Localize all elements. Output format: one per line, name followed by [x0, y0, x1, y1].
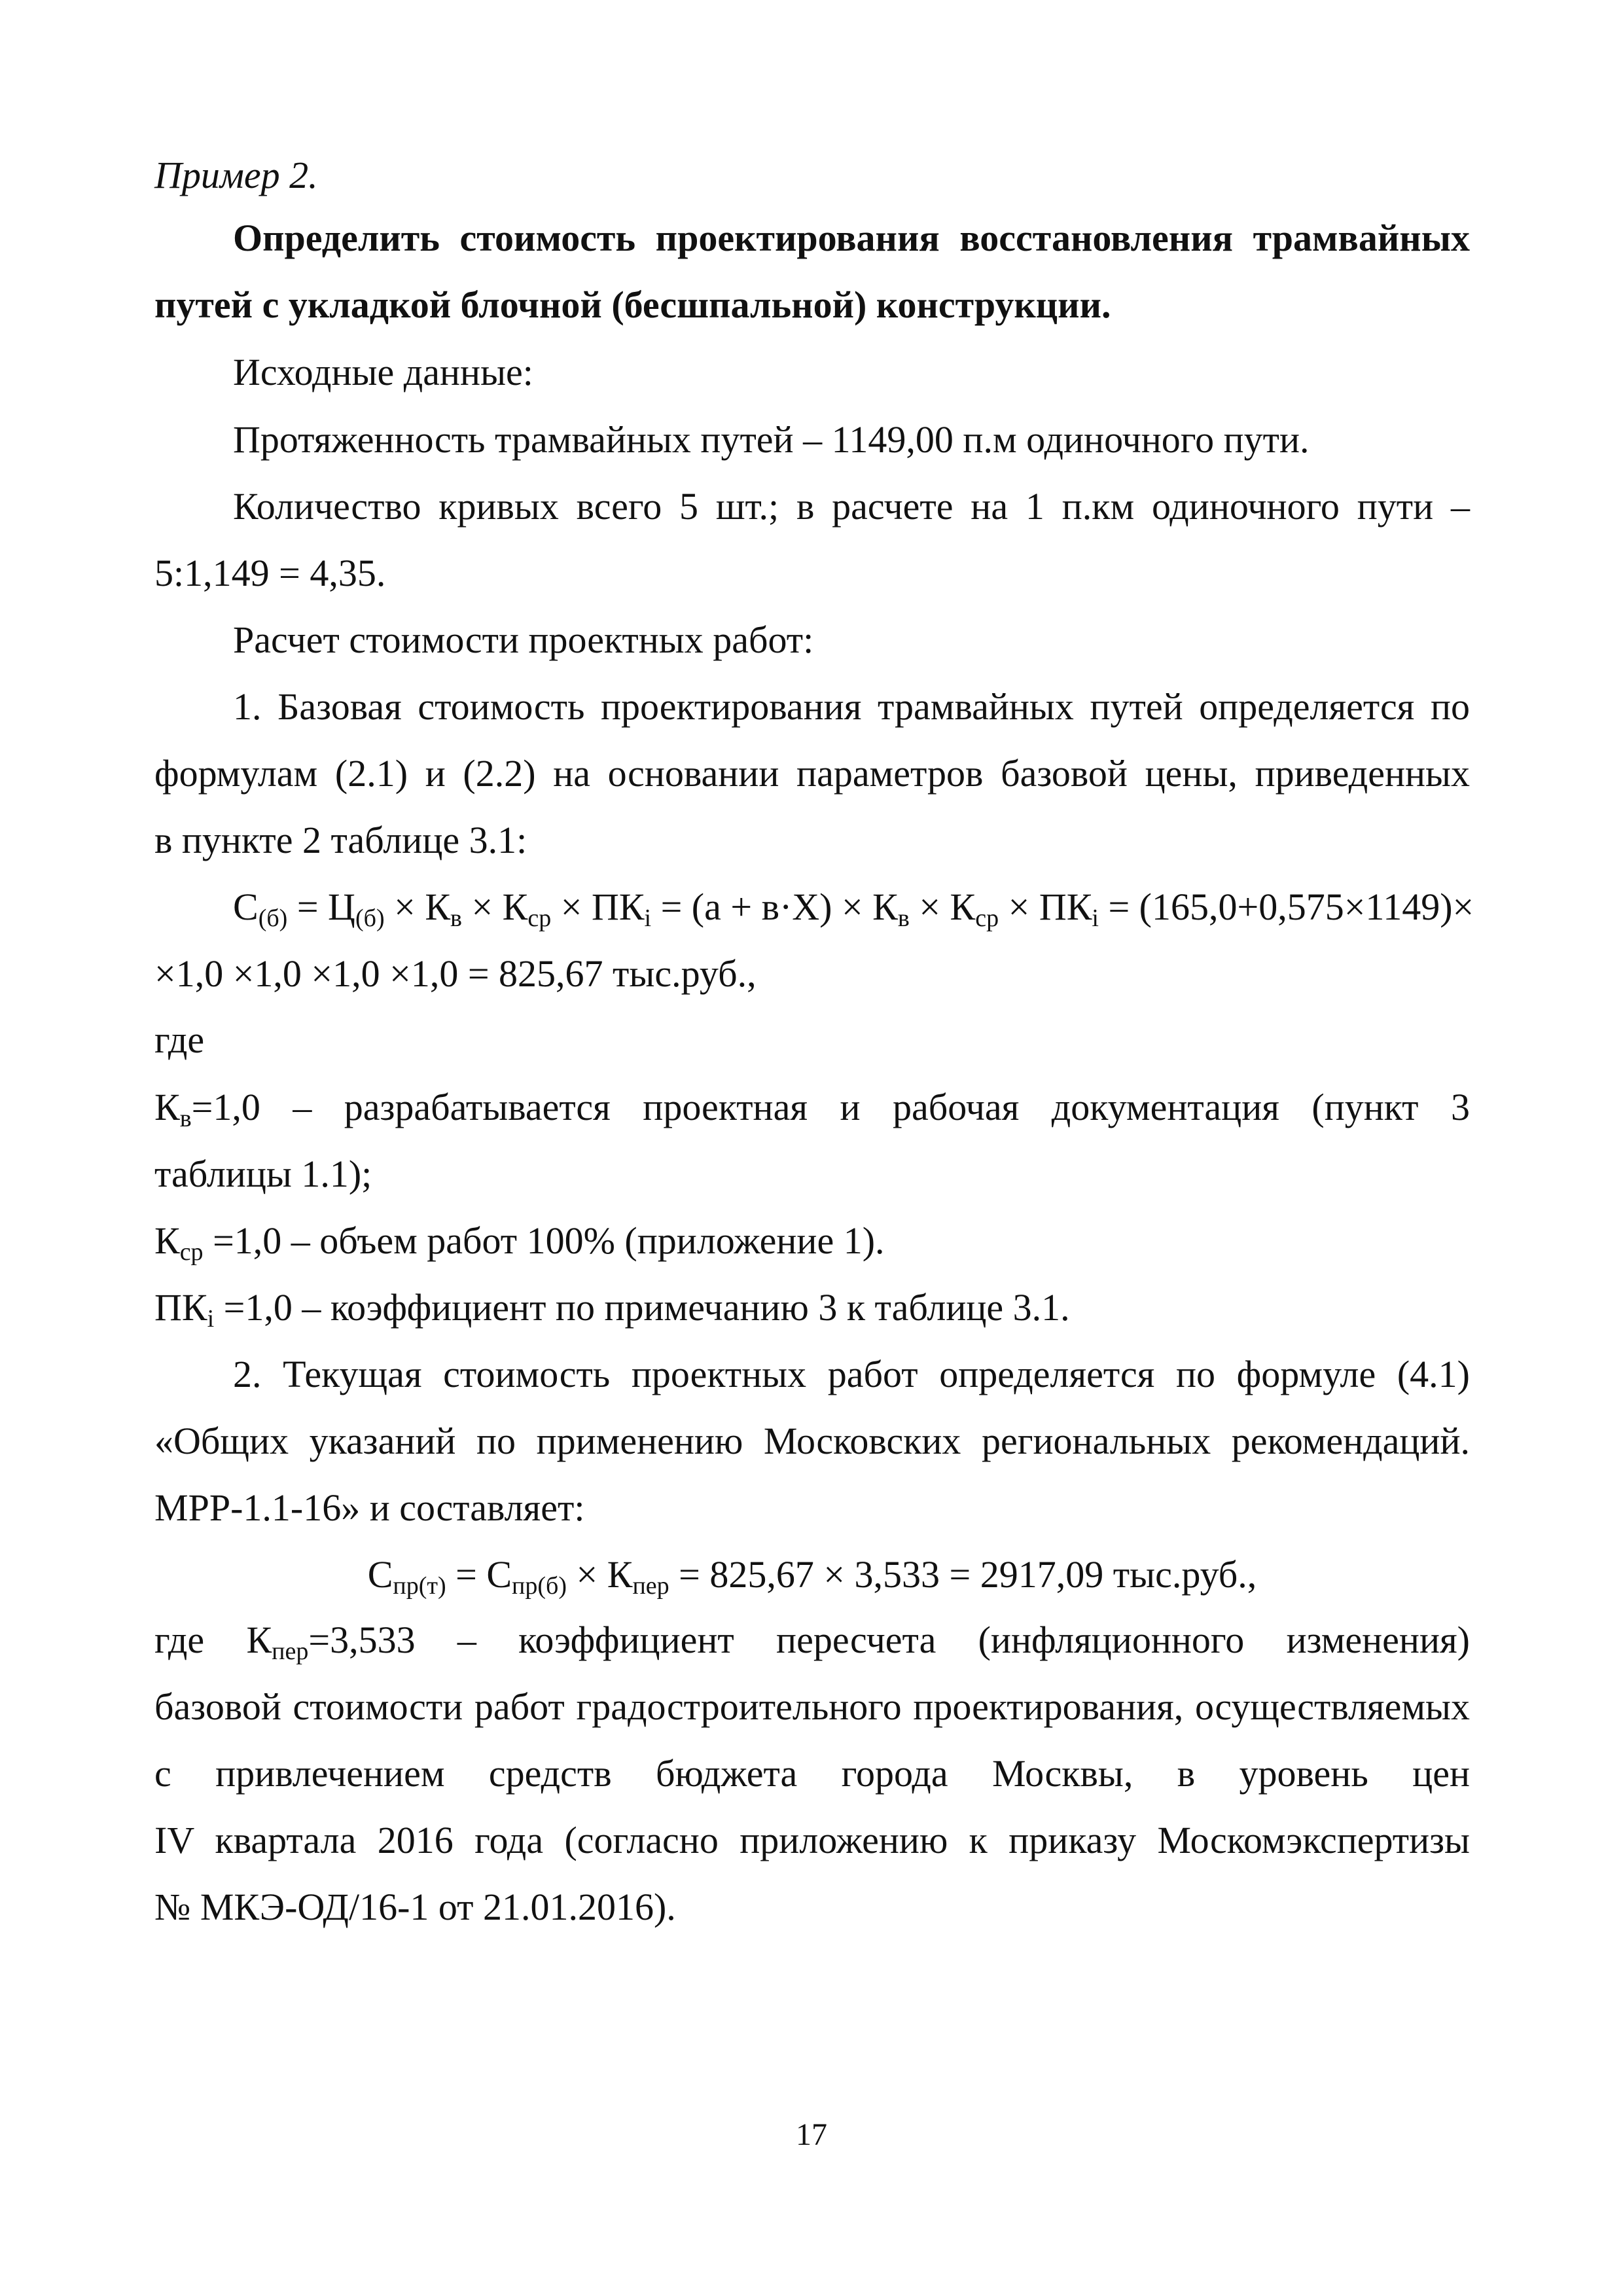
length-line: Протяженность трамвайных путей – 1149,00 п.м одиночного пути.	[233, 418, 1310, 461]
task-title-line-2: путей с укладкой блочной (бесшпальной) конструкции.	[154, 283, 1111, 326]
task-title-line-1: Определить стоимость проектирования восстановления трамвайных	[233, 217, 1470, 259]
formula-current-cost: $С_{пр(т)} = С_{пр(б)} \times К_{пер} = 825,67 \times 3,533 = 2917,09$ тыс.руб.,	[367, 1553, 1257, 1600]
point-1-line-1: 1. Базовая стоимость проектирования трамвайных путей определяется по	[233, 685, 1470, 728]
where-label: где	[154, 1018, 205, 1061]
point-2-line-3: МРР-1.1-16» и составляет:	[154, 1486, 585, 1529]
kper-definition-line-3: с привлечением средств бюджета города Москвы, в уровень цен	[154, 1752, 1470, 1795]
kper-definition-line-5: № МКЭ-ОД/16-1 от 21.01.2016).	[154, 1886, 676, 1928]
initial-data-heading: Исходные данные:	[233, 351, 533, 393]
ksr-definition: $К_{ср} =1,0$ – объем работ 100% (приложение 1).	[154, 1219, 885, 1266]
kv-definition-line-1: $К_в=1,0$ – разрабатывается проектная и рабочая документация (пункт 3	[154, 1086, 1470, 1132]
kper-definition-line-1: где $К_{пер}=3,533$ – коэффициент пересчета (инфляционного изменения)	[154, 1619, 1470, 1665]
formula-base-cost-line-2: ×1,0 ×1,0 ×1,0 ×1,0 = 825,67 тыс.руб.,	[154, 952, 757, 995]
pki-definition: $ПК_i =1,0$ – коэффициент по примечанию 3 к таблице 3.1.	[154, 1286, 1070, 1333]
example-label: Пример 2.	[154, 154, 318, 196]
curves-line-2: 5:1,149 = 4,35.	[154, 552, 386, 594]
page-number: 17	[796, 2117, 827, 2152]
point-2-line-1: 2. Текущая стоимость проектных работ определяется по формуле (4.1)	[233, 1353, 1470, 1395]
point-2-line-2: «Общих указаний по применению Московских региональных рекомендаций.	[154, 1420, 1470, 1462]
curves-line-1: Количество кривых всего 5 шт.; в расчете на 1 п.км одиночного пути –	[233, 485, 1470, 528]
kv-definition-line-2: таблицы 1.1);	[154, 1153, 372, 1195]
point-1-line-3: в пункте 2 таблице 3.1:	[154, 819, 527, 861]
kper-definition-line-2: базовой стоимости работ градостроительного проектирования, осуществляемых	[154, 1685, 1470, 1728]
calc-heading: Расчет стоимости проектных работ:	[233, 619, 814, 661]
point-1-line-2: формулам (2.1) и (2.2) на основании параметров базовой цены, приведенных	[154, 752, 1470, 795]
kper-definition-line-4: IV квартала 2016 года (согласно приложению к приказу Москомэкспертизы	[154, 1819, 1470, 1861]
formula-base-cost: $С_{(б)} = Ц_{(б)} \times К_в \times К_{ср} \times ПК_i = (а + в\cdot Х) \times К_в \times К_{ср} \times ПК_i = (165,0+0,575\times 1149)\times$	[233, 886, 1474, 932]
